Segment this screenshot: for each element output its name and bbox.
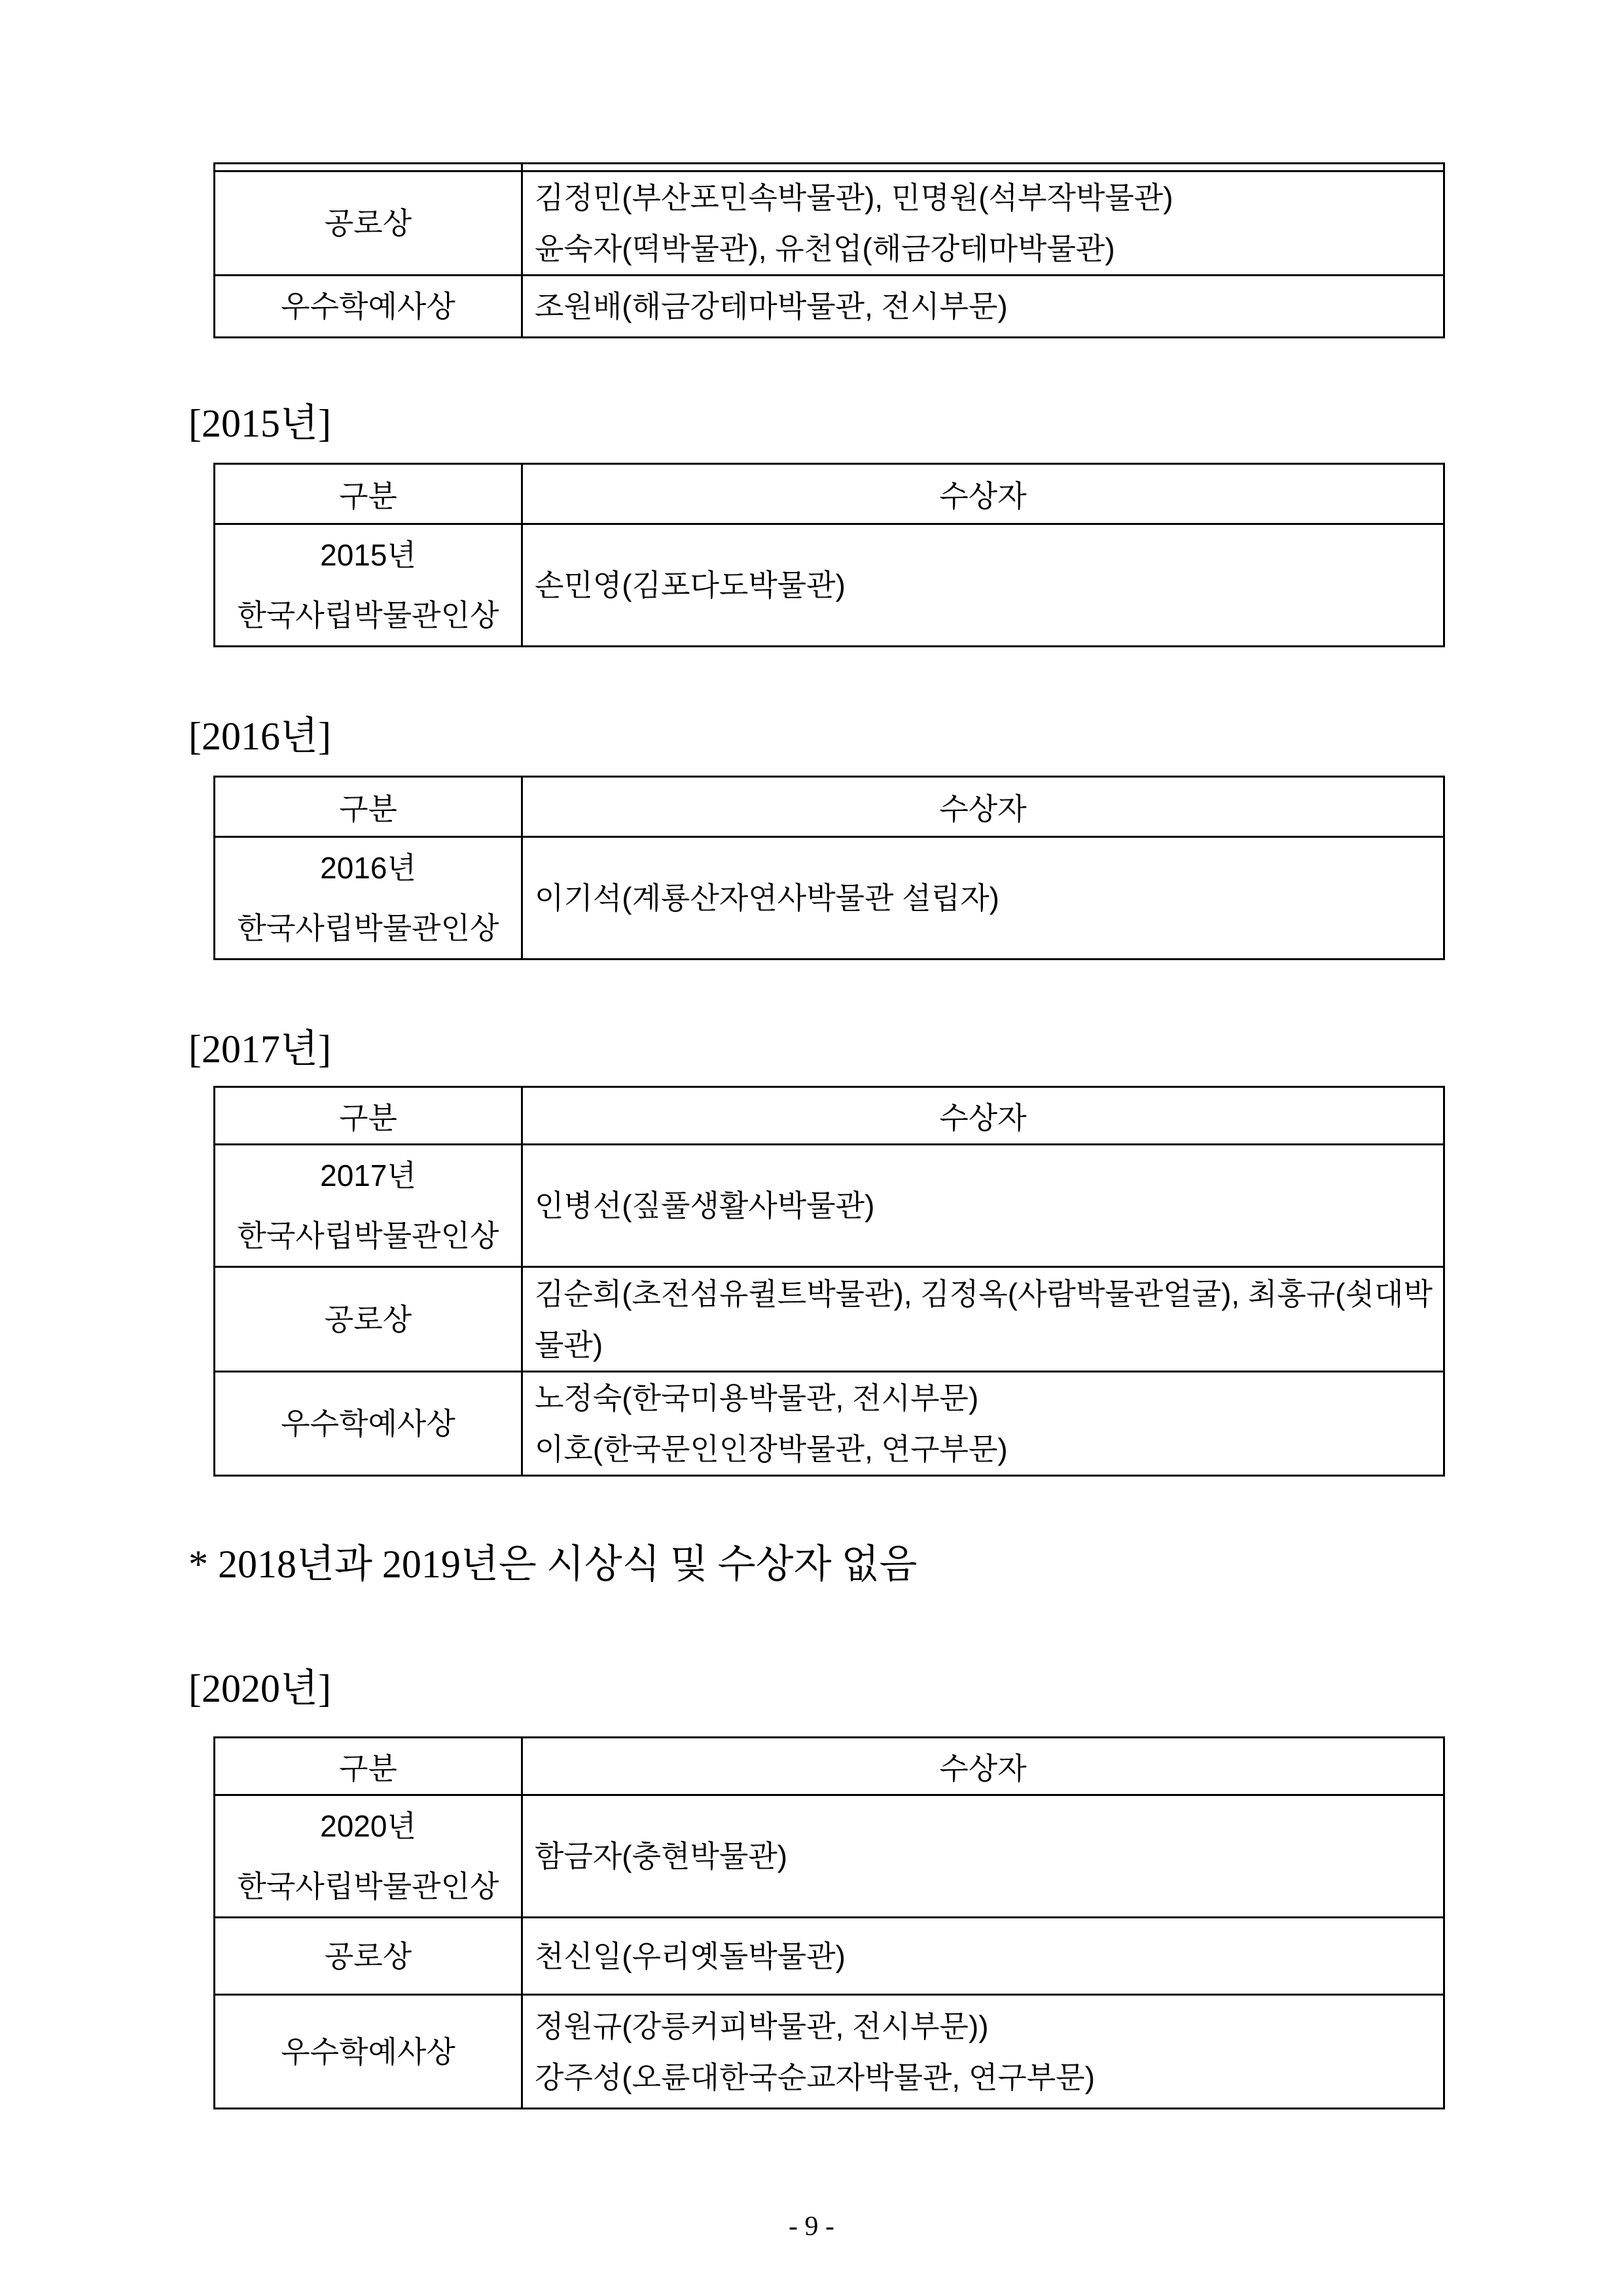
table-row [215,1145,1444,1267]
column-header-winner: 수상자 [522,1087,1444,1145]
winner-line: 노정숙(한국미용박물관, 전시부문) [535,1381,979,1415]
category-cell [215,1995,522,2109]
category-line: 한국사립박물관인상 [237,911,499,945]
column-header-winner: 수상자 [522,1738,1444,1795]
category-cell [215,1372,522,1476]
section-heading-2017: [2017년] [188,1028,331,1071]
category-cell [215,171,522,276]
empty-cell [215,164,522,171]
category-line: 2015년 [320,538,416,572]
winner-line: 강주성(오륜대한국순교자박물관, 연구부문) [535,2060,1096,2094]
winners-cell [522,1995,1444,2109]
category-line: 우수학예사상 [281,1407,455,1441]
column-header-winner: 수상자 [522,777,1444,837]
winner-line: 인병선(짚풀생활사박물관) [535,1189,875,1223]
table-row [215,837,1444,960]
winner-line: 천신일(우리옛돌박물관) [535,1939,846,1973]
column-header-category: 구분 [215,777,522,837]
category-line: 2016년 [320,851,416,885]
category-cell [215,1145,522,1267]
winner-line: 함금자(충현박물관) [535,1839,788,1873]
awards-table-continued [213,162,1445,338]
table-row [215,1372,1444,1476]
winners-cell [522,1372,1444,1476]
winners-cell [522,171,1444,276]
section-heading-2016: [2016년] [188,715,331,758]
note-no-awards-2018-2019: * 2018년과 2019년은 시상식 및 수상자 없음 [188,1543,918,1586]
table-row [215,276,1444,338]
section-heading-2020: [2020년] [188,1667,331,1710]
table-row [215,1918,1444,1995]
winners-cell [522,524,1444,647]
table-row [215,1267,1444,1372]
winner-line: 김정민(부산포민속박물관), 민명원(석부작박물관) [535,181,1173,215]
winners-cell [522,1267,1444,1372]
table-row-partial [215,164,1444,171]
table-row [215,1995,1444,2109]
winners-cell [522,837,1444,960]
awards-table-2016 [213,776,1445,960]
category-line: 공로상 [324,1939,412,1973]
category-line: 2020년 [320,1809,416,1843]
category-cell [215,276,522,338]
winner-line: 조원배(해금강테마박물관, 전시부문) [535,289,1008,323]
winners-cell [522,1918,1444,1995]
winner-line: 김순희(초전섬유퀼트박물관), 김정옥(사람박물관얼굴), 최홍규(쇳대박물관) [535,1276,1433,1362]
category-label: 공로상 [324,206,412,240]
winner-line: 정원규(강릉커피박물관, 전시부문)) [535,2009,989,2043]
category-line: 공로상 [324,1302,412,1336]
empty-cell [522,164,1444,171]
category-line: 한국사립박물관인상 [237,598,499,632]
column-header-winner: 수상자 [522,464,1444,524]
category-cell [215,1795,522,1918]
awards-table-2015 [213,463,1445,647]
category-line: 2017년 [320,1158,416,1193]
column-header-category: 구분 [215,464,522,524]
awards-table-2020 [213,1736,1445,2109]
page-number: - 9 - [789,2212,834,2242]
winner-line: 이기석(계룡산자연사박물관 설립자) [535,881,999,915]
header-row [215,1087,1444,1145]
table-row [215,524,1444,647]
header-row [215,1738,1444,1795]
winners-cell [522,1795,1444,1918]
header-row [215,464,1444,524]
winner-line: 손민영(김포다도박물관) [535,568,846,602]
header-row [215,777,1444,837]
winner-line: 윤숙자(떡박물관), 유천업(해금강테마박물관) [535,232,1115,266]
category-cell [215,1267,522,1372]
section-heading-2015: [2015년] [188,402,331,445]
winners-cell [522,1145,1444,1267]
awards-table-2017 [213,1086,1445,1477]
category-cell [215,1918,522,1995]
category-cell [215,837,522,960]
category-cell [215,524,522,647]
winner-line: 이호(한국문인인장박물관, 연구부문) [535,1432,1008,1466]
category-label: 우수학예사상 [281,289,455,323]
table-row [215,1795,1444,1918]
winners-cell [522,276,1444,338]
category-line: 우수학예사상 [281,2034,455,2069]
column-header-category: 구분 [215,1738,522,1795]
table-row [215,171,1444,276]
column-header-category: 구분 [215,1087,522,1145]
category-line: 한국사립박물관인상 [237,1869,499,1903]
category-line: 한국사립박물관인상 [237,1219,499,1253]
